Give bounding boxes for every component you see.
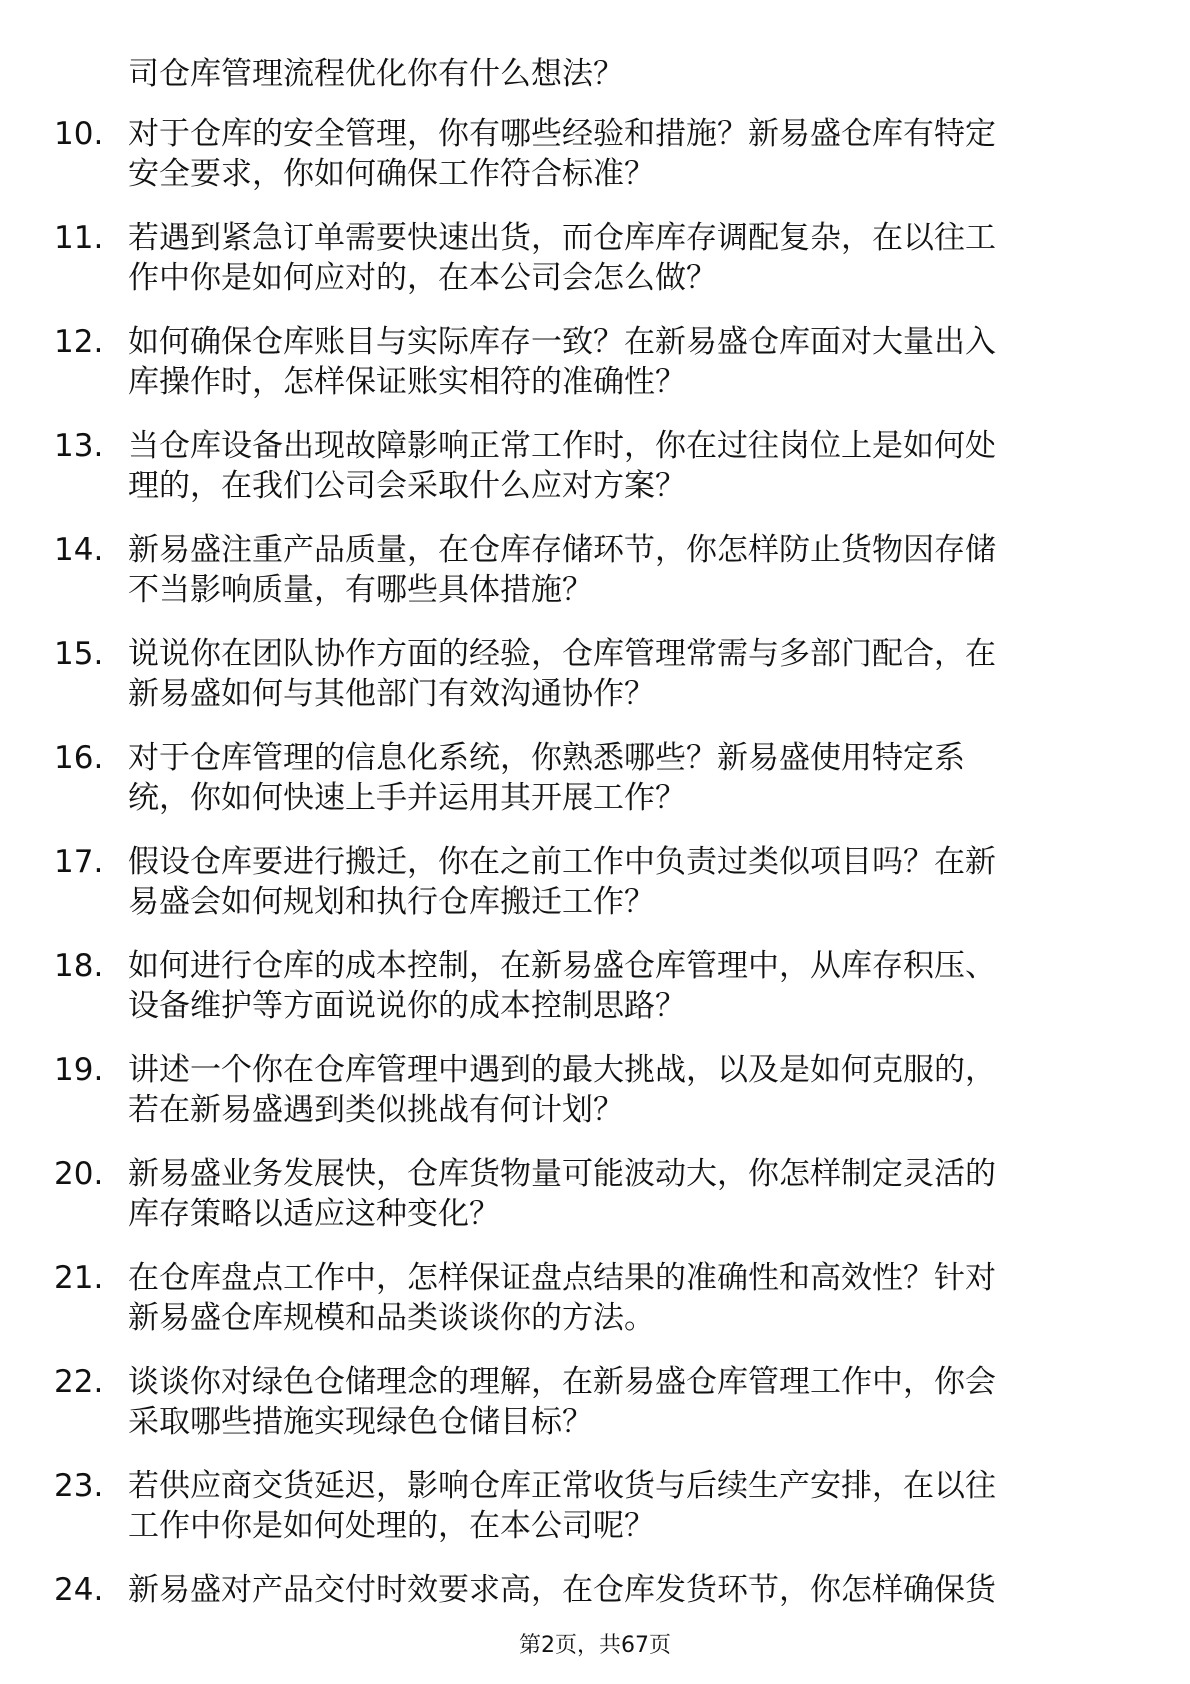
question-number: 10.	[54, 116, 104, 152]
question-number: 19.	[54, 1052, 104, 1088]
question-item	[0, 218, 1190, 322]
question-number: 22.	[54, 1364, 104, 1400]
question-text-line: 库存策略以适应这种变化？	[128, 1196, 500, 1232]
question-number: 23.	[54, 1468, 104, 1504]
question-text	[128, 114, 1128, 194]
question-text-line: 当仓库设备出现故障影响正常工作时，你在过往岗位上是如何处	[128, 428, 996, 464]
question-text-line: 库操作时，怎样保证账实相符的准确性？	[128, 364, 686, 400]
question-number: 20.	[54, 1156, 104, 1192]
question-text-line: 对于仓库管理的信息化系统，你熟悉哪些？新易盛使用特定系	[128, 740, 965, 776]
question-text-line: 安全要求，你如何确保工作符合标准？	[128, 156, 655, 192]
question-text-line: 如何确保仓库账目与实际库存一致？在新易盛仓库面对大量出入	[128, 324, 996, 360]
question-text	[128, 634, 1128, 714]
question-number: 13.	[54, 428, 104, 464]
question-text-line: 采取哪些措施实现绿色仓储目标？	[128, 1404, 593, 1440]
question-text-line: 谈谈你对绿色仓储理念的理解，在新易盛仓库管理工作中，你会	[128, 1364, 996, 1400]
question-text-line: 作中你是如何应对的，在本公司会怎么做？	[128, 260, 717, 296]
question-text-line: 若在新易盛遇到类似挑战有何计划？	[128, 1092, 624, 1128]
question-item	[0, 1466, 1190, 1570]
question-number: 11.	[54, 220, 104, 256]
question-item	[0, 1258, 1190, 1362]
question-text-line: 新易盛如何与其他部门有效沟通协作？	[128, 676, 655, 712]
question-text	[128, 738, 1128, 818]
question-text-line: 统，你如何快速上手并运用其开展工作？	[128, 780, 686, 816]
question-text	[128, 1362, 1128, 1442]
question-text-line: 假设仓库要进行搬迁，你在之前工作中负责过类似项目吗？在新	[128, 844, 996, 880]
question-text-line: 设备维护等方面说说你的成本控制思路？	[128, 988, 686, 1024]
question-text-line: 新易盛注重产品质量，在仓库存储环节，你怎样防止货物因存储	[128, 532, 996, 568]
question-item	[0, 842, 1190, 946]
question-item	[0, 1050, 1190, 1154]
question-text-line: 对于仓库的安全管理，你有哪些经验和措施？新易盛仓库有特定	[128, 116, 996, 152]
question-text-line: 若供应商交货延迟，影响仓库正常收货与后续生产安排，在以往	[128, 1468, 996, 1504]
question-item	[0, 946, 1190, 1050]
question-number: 17.	[54, 844, 104, 880]
question-number: 24.	[54, 1572, 104, 1608]
question-text-line: 说说你在团队协作方面的经验，仓库管理常需与多部门配合，在	[128, 636, 996, 672]
continued-question-text: 司仓库管理流程优化你有什么想法？	[128, 56, 624, 92]
question-text	[128, 530, 1128, 610]
question-text-line: 易盛会如何规划和执行仓库搬迁工作？	[128, 884, 655, 920]
question-text-line: 在仓库盘点工作中，怎样保证盘点结果的准确性和高效性？针对	[128, 1260, 996, 1296]
question-item	[0, 634, 1190, 738]
question-text-line: 若遇到紧急订单需要快速出货，而仓库库存调配复杂，在以往工	[128, 220, 996, 256]
question-text-line: 工作中你是如何处理的，在本公司呢？	[128, 1508, 655, 1544]
question-text-line: 不当影响质量，有哪些具体措施？	[128, 572, 593, 608]
question-text-line: 新易盛对产品交付时效要求高，在仓库发货环节，你怎样确保货	[128, 1572, 996, 1608]
question-text	[128, 1466, 1128, 1546]
question-text	[128, 322, 1128, 402]
question-text	[128, 218, 1128, 298]
question-number: 16.	[54, 740, 104, 776]
question-item	[0, 322, 1190, 426]
question-text	[128, 1154, 1128, 1234]
question-text-line: 新易盛业务发展快，仓库货物量可能波动大，你怎样制定灵活的	[128, 1156, 996, 1192]
question-item	[0, 738, 1190, 842]
question-text	[128, 842, 1128, 922]
question-number: 15.	[54, 636, 104, 672]
question-text-line: 如何进行仓库的成本控制，在新易盛仓库管理中，从库存积压、	[128, 948, 996, 984]
question-text	[128, 946, 1128, 1026]
question-item	[0, 426, 1190, 530]
question-item	[0, 1154, 1190, 1258]
question-number: 12.	[54, 324, 104, 360]
question-number: 18.	[54, 948, 104, 984]
question-number: 21.	[54, 1260, 104, 1296]
question-item	[0, 1362, 1190, 1466]
question-item	[0, 530, 1190, 634]
question-item	[0, 114, 1190, 218]
question-text-line: 理的，在我们公司会采取什么应对方案？	[128, 468, 686, 504]
question-text	[128, 1570, 1128, 1610]
question-text	[128, 426, 1128, 506]
question-text	[128, 1050, 1128, 1130]
question-list	[0, 114, 1190, 1674]
page-footer: 第2页，共67页	[519, 1633, 671, 1658]
question-text-line: 新易盛仓库规模和品类谈谈你的方法。	[128, 1300, 655, 1336]
question-number: 14.	[54, 532, 104, 568]
question-text-line: 讲述一个你在仓库管理中遇到的最大挑战，以及是如何克服的，	[128, 1052, 996, 1088]
question-text	[128, 1258, 1128, 1338]
